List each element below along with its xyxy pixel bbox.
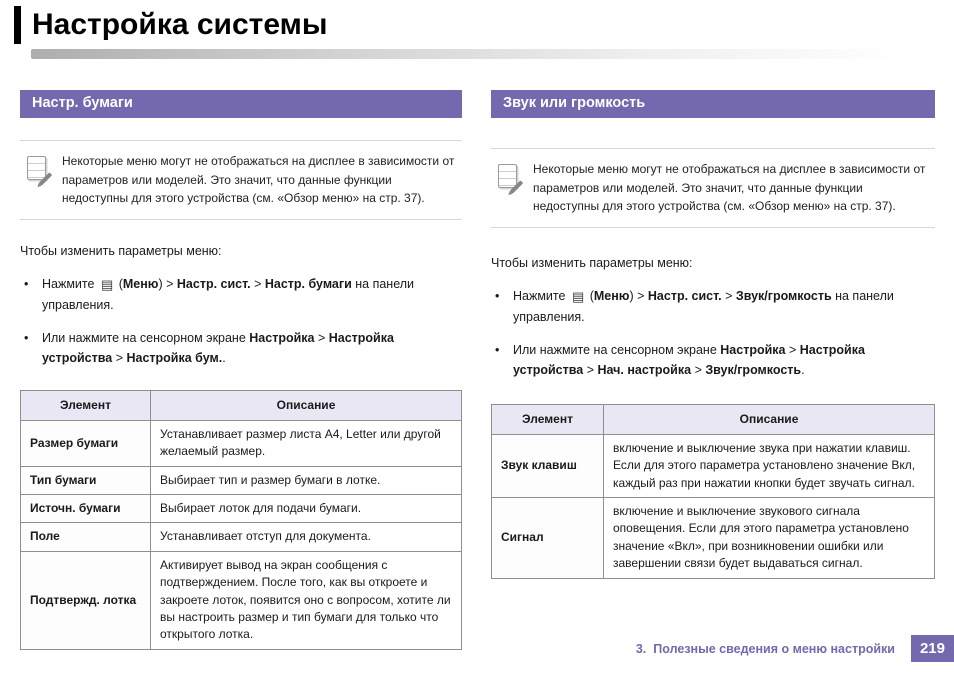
- table-row: [21, 523, 462, 551]
- description-cell: включение и выключение звука при нажатии клавиш. Если для этого параметра установлено значение Вкл, каждый раз при нажатии кнопки будет звучать сигнал.: [604, 434, 935, 497]
- page-number-badge: 219: [911, 635, 954, 662]
- table-header-row: [492, 404, 935, 434]
- menu-icon: ▤: [100, 276, 114, 292]
- intro-text: Чтобы изменить параметры меню:: [20, 243, 222, 258]
- description-cell: Активирует вывод на экран сообщения с подтверждением. После того, как вы откроете и закроете лоток, появится оно с вопросом, хотите ли вы настроить размер и тип бумаги для только что открытого лотка.: [151, 551, 462, 649]
- table-paper-settings: [20, 390, 462, 650]
- item-cell: Тип бумаги: [21, 466, 151, 494]
- note-text: Некоторые меню могут не отображаться на дисплее в зависимости от параметров или моделей. Это значит, что данные функции недоступны для этого устройства (см. «Обзор меню» на стр. 37).: [533, 161, 926, 214]
- list-item: • Нажмите ▤ (Меню) > Настр. сист. > Настр. бумаги на панели управления.: [20, 274, 462, 315]
- table-header-row: [21, 390, 462, 420]
- footer-chapter-title: [636, 642, 895, 656]
- column-header-description: Описание: [151, 390, 462, 420]
- column-header-description: Описание: [604, 404, 935, 434]
- description-cell: включение и выключение звукового сигнала оповещения. Если для этого параметра установлено значение «Вкл», при возникновении ошибки или завершении связи будет выдаваться сигнал.: [604, 498, 935, 579]
- note-icon: [497, 162, 521, 192]
- list-item: • Или нажмите на сенсорном экране Настройка > Настройка устройства > Нач. настройка > Звук/громкость.: [491, 340, 935, 380]
- description-cell: Устанавливает отступ для документа.: [151, 523, 462, 551]
- steps-list: [491, 286, 935, 380]
- note-icon: [26, 154, 50, 184]
- chapter-label: Полезные сведения о меню настройки: [653, 641, 895, 656]
- item-cell: Размер бумаги: [21, 420, 151, 466]
- list-item: • Или нажмите на сенсорном экране Настройка > Настройка устройства > Настройка бум..: [20, 328, 462, 368]
- steps-list: [20, 274, 462, 368]
- item-cell: Поле: [21, 523, 151, 551]
- table-row: [21, 420, 462, 466]
- title-block: [14, 6, 327, 44]
- intro-text: Чтобы изменить параметры меню:: [491, 255, 693, 270]
- item-cell: Источн. бумаги: [21, 495, 151, 523]
- description-cell: Выбирает тип и размер бумаги в лотке.: [151, 466, 462, 494]
- column-header-item: Элемент: [21, 390, 151, 420]
- note-box: [491, 148, 935, 228]
- list-item: • Нажмите ▤ (Меню) > Настр. сист. > Звук/громкость на панели управления.: [491, 286, 935, 327]
- table-row: [21, 551, 462, 649]
- note-text: Некоторые меню могут не отображаться на дисплее в зависимости от параметров или моделей. Это значит, что данные функции недоступны для этого устройства (см. «Обзор меню» на стр. 37).: [62, 153, 455, 206]
- column-header-item: Элемент: [492, 404, 604, 434]
- description-cell: Устанавливает размер листа A4, Letter или другой желаемый размер.: [151, 420, 462, 466]
- item-cell: Сигнал: [492, 498, 604, 579]
- title-shadow-rule: [31, 49, 907, 59]
- item-cell: Звук клавиш: [492, 434, 604, 497]
- item-cell: Подтвержд. лотка: [21, 551, 151, 649]
- section-header-sound: Звук или громкость: [491, 90, 935, 118]
- section-paper-settings: [20, 90, 462, 650]
- chapter-number: 3.: [635, 641, 647, 656]
- table-sound-volume: [491, 404, 935, 579]
- section-sound-volume: [491, 90, 935, 579]
- page-title: Настройка системы: [32, 8, 328, 41]
- title-accent-bar: [14, 6, 21, 44]
- table-row: [492, 498, 935, 579]
- menu-icon: ▤: [571, 288, 585, 304]
- page-footer: [636, 635, 954, 662]
- description-cell: Выбирает лоток для подачи бумаги.: [151, 495, 462, 523]
- table-row: [492, 434, 935, 497]
- note-box: [20, 140, 462, 220]
- section-header-paper: Настр. бумаги: [20, 90, 462, 118]
- table-row: [21, 466, 462, 494]
- table-row: [21, 495, 462, 523]
